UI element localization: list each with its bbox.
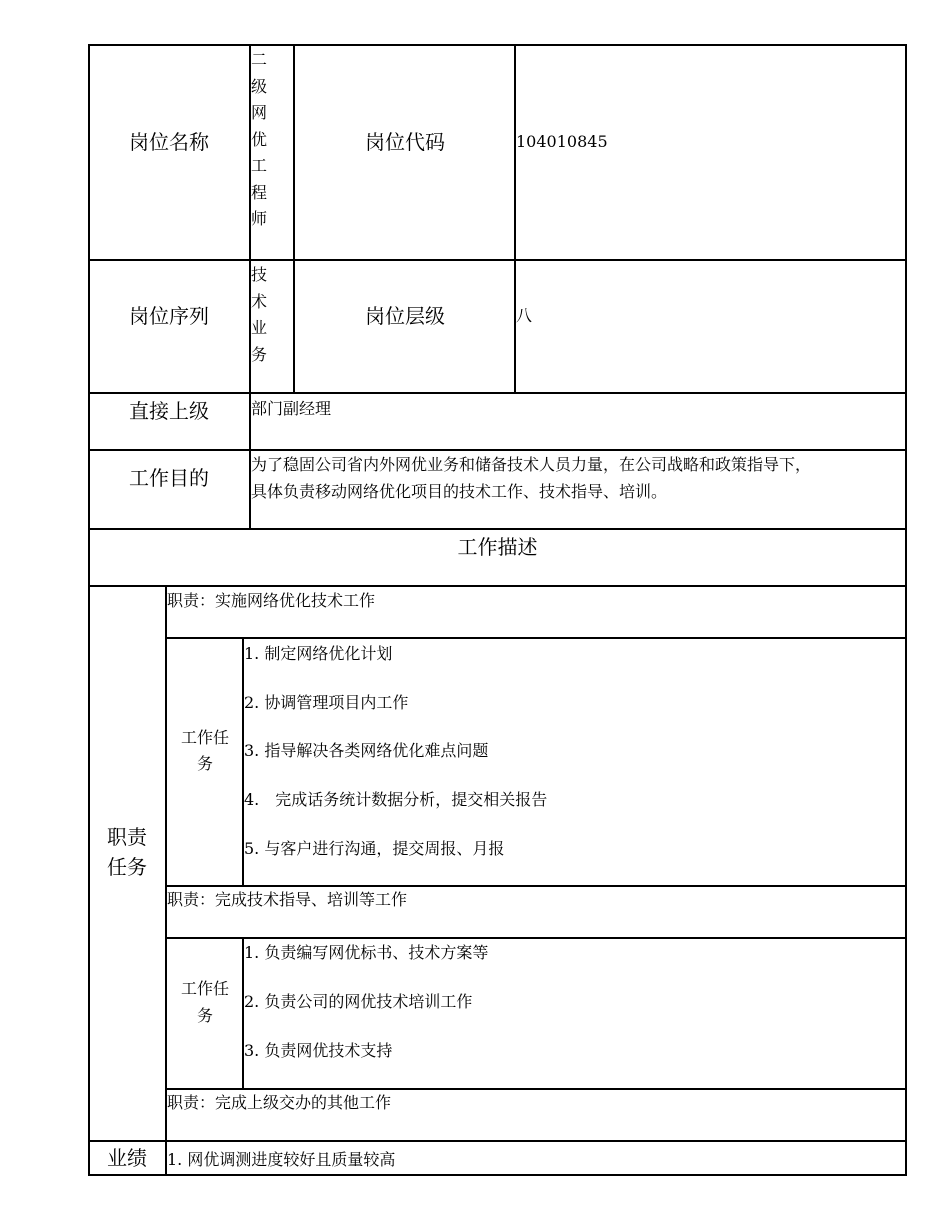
task-label-line-1: 工作任: [180, 979, 229, 998]
duty-2: 职责：完成技术指导、培训等工作: [167, 890, 408, 909]
duty-2-task-list: [244, 943, 488, 1061]
col-divider: [293, 44, 295, 394]
purpose-line-2: 具体负责移动网络优化项目的技术工作、技术指导、培训。: [251, 482, 668, 501]
row-divider: [165, 885, 907, 887]
list-item: 1. 制定网络优化计划: [244, 644, 393, 663]
purpose-label: 工作目的: [129, 466, 209, 490]
table-border-bottom: [88, 1174, 907, 1176]
list-item: 3. 指导解决各类网络优化难点问题: [244, 741, 489, 760]
list-item: 3. 负责网优技术支持: [244, 1041, 393, 1060]
post-name-label: 岗位名称: [129, 130, 209, 154]
job-description-table: [88, 44, 907, 1176]
row-divider: [88, 585, 907, 587]
row-divider: [165, 937, 907, 939]
duty-1: 职责：实施网络优化技术工作: [167, 591, 376, 610]
task-label-line-1: 工作任: [180, 728, 229, 747]
duty-3: 职责：完成上级交办的其他工作: [167, 1093, 392, 1112]
performance-label: 业绩: [107, 1146, 147, 1170]
post-series-value: 技术业务: [251, 265, 268, 364]
row-divider: [165, 1088, 907, 1090]
row-divider: [88, 392, 907, 394]
table-border-top: [88, 44, 907, 46]
supervisor-label: 直接上级: [129, 399, 209, 423]
post-series-label: 岗位序列: [129, 304, 209, 328]
post-level-label: 岗位层级: [365, 304, 445, 328]
list-item: 5. 与客户进行沟通，提交周报、月报: [244, 839, 505, 858]
list-item: 1. 负责编写网优标书、技术方案等: [244, 943, 489, 962]
post-name-value: 二级网优工程师: [251, 50, 268, 228]
duty-label-line-2: 任务: [107, 855, 147, 879]
row-divider: [88, 528, 907, 530]
list-item: 4. 完成话务统计数据分析，提交相关报告: [244, 790, 548, 809]
performance-item-1: 1. 网优调测进度较好且质量较高: [167, 1150, 396, 1169]
task-label-line-2: 务: [196, 754, 213, 773]
col-divider: [165, 585, 167, 1176]
row-divider: [88, 1140, 907, 1142]
list-item: 2. 协调管理项目内工作: [244, 693, 409, 712]
post-level-value: 八: [516, 306, 533, 325]
list-item: 2. 负责公司的网优技术培训工作: [244, 992, 473, 1011]
table-border-left: [88, 44, 90, 1176]
row-divider: [88, 449, 907, 451]
duty-1-task-list: [244, 644, 547, 859]
task-label-line-2: 务: [196, 1006, 213, 1025]
col-divider: [514, 44, 516, 394]
purpose-line-1: 为了稳固公司省内外网优业务和储备技术人员力量，在公司战略和政策指导下，: [251, 455, 812, 474]
row-divider: [165, 637, 907, 639]
row-divider: [88, 259, 907, 261]
duty-label-line-1: 职责: [107, 825, 147, 849]
post-code-label: 岗位代码: [365, 130, 445, 154]
section-title: 工作描述: [457, 535, 538, 559]
table-border-right: [905, 44, 907, 1176]
supervisor-value: 部门副经理: [251, 399, 332, 418]
post-code-value: 104010845: [516, 132, 608, 151]
